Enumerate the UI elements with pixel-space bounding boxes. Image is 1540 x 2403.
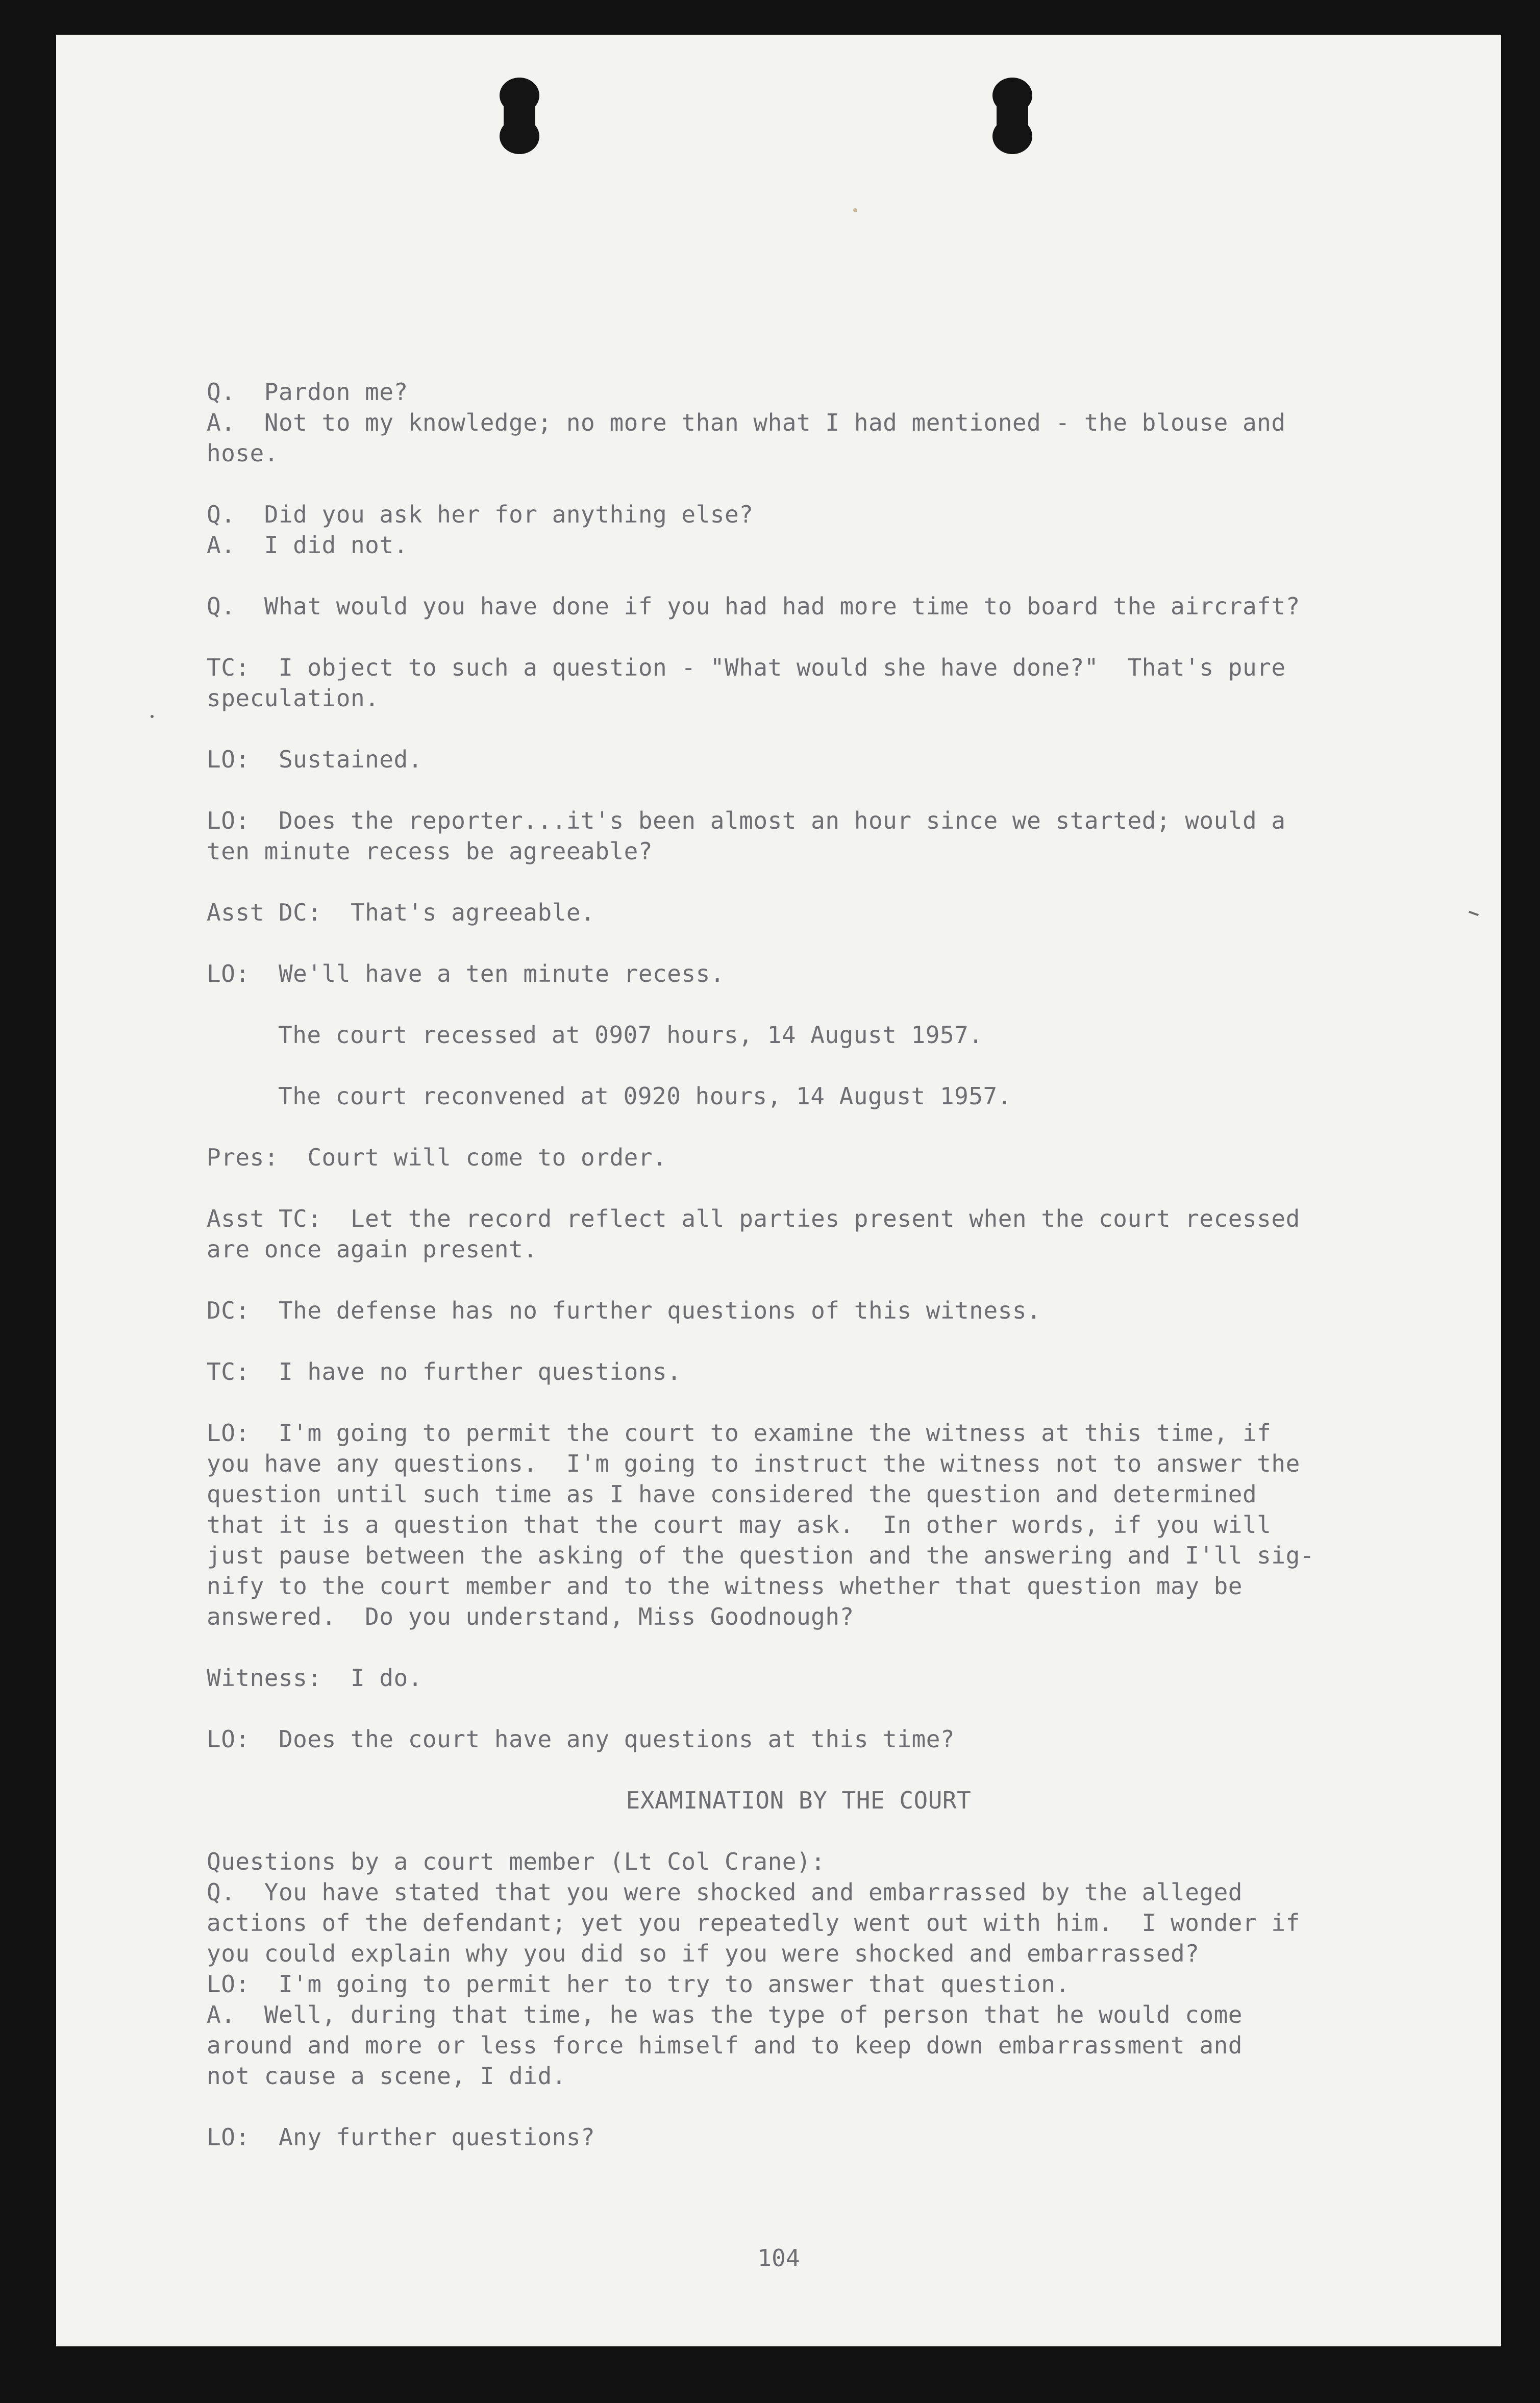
transcript-paragraph	[207, 591, 1411, 622]
transcript-line: you have any questions. I'm going to instruct the witness not to answer the	[207, 1450, 1300, 1477]
transcript-line: actions of the defendant; yet you repeatedly went out with him. I wonder if	[207, 1909, 1300, 1937]
transcript-line: The court recessed at 0907 hours, 14 August 1957.	[278, 1021, 983, 1049]
transcript-paragraph	[207, 1418, 1411, 1632]
transcript-line: Q. What would you have done if you had had more time to board the aircraft?	[207, 592, 1300, 620]
transcript-line: answered. Do you understand, Miss Goodnough?	[207, 1603, 854, 1630]
transcript-paragraph	[207, 652, 1411, 713]
transcript-line: A. Not to my knowledge; no more than what I had mentioned - the blouse and	[207, 409, 1286, 436]
transcript-body	[207, 377, 1411, 1754]
transcript-paragraph	[207, 377, 1411, 468]
transcript-paragraph	[207, 1356, 1411, 1387]
transcript-line: just pause between the asking of the question and the answering and I'll sig-	[207, 1542, 1314, 1569]
transcript-line: A. Well, during that time, he was the type of person that he would come	[207, 2001, 1243, 2028]
transcript-line: A. I did not.	[207, 531, 408, 559]
transcript-line: LO: I'm going to permit her to try to answer that question.	[207, 1970, 1070, 1998]
transcript-line: LO: Any further questions?	[207, 2123, 595, 2151]
transcript-line: Asst TC: Let the record reflect all parties present when the court recessed	[207, 1205, 1300, 1232]
punch-hole-right	[997, 78, 1028, 154]
transcript-paragraph	[207, 958, 1411, 989]
margin-mark	[151, 715, 154, 718]
transcript-line: Witness: I do.	[207, 1664, 423, 1692]
transcript-line: that it is a question that the court may ask. In other words, if you will	[207, 1511, 1272, 1539]
transcript-line: Q. Did you ask her for anything else?	[207, 501, 754, 528]
transcript-line: Q. You have stated that you were shocked and embarrassed by the alleged	[207, 1878, 1243, 1906]
transcript-line: LO: Does the court have any questions at this time?	[207, 1725, 955, 1753]
section-heading: EXAMINATION BY THE COURT	[626, 1787, 972, 1814]
transcript-paragraph	[207, 1846, 1411, 2091]
transcript-paragraph	[207, 1295, 1411, 1326]
transcript-line: are once again present.	[207, 1235, 538, 1263]
transcript-paragraph	[207, 1020, 1411, 1050]
transcript-paragraph	[207, 1142, 1411, 1173]
transcript-line: LO: We'll have a ten minute recess.	[207, 960, 725, 987]
transcript-paragraph	[207, 744, 1411, 775]
page-number: 104	[757, 2244, 800, 2272]
document-page	[56, 35, 1501, 2346]
transcript-line: you could explain why you did so if you were shocked and embarrassed?	[207, 1940, 1200, 1967]
transcript-line: Asst DC: That's agreeable.	[207, 899, 595, 926]
court-examination-body	[207, 1846, 1411, 2152]
margin-mark	[1469, 911, 1479, 916]
transcript-line: Questions by a court member (Lt Col Crane):	[207, 1848, 826, 1875]
transcript-paragraph	[207, 805, 1411, 866]
punch-hole-left	[504, 78, 535, 154]
typed-transcript	[207, 377, 1411, 2183]
transcript-line: question until such time as I have considered the question and determined	[207, 1480, 1257, 1508]
transcript-line: around and more or less force himself and to keep down embarrassment and	[207, 2032, 1243, 2059]
transcript-line: TC: I have no further questions.	[207, 1358, 682, 1385]
transcript-paragraph	[207, 1081, 1411, 1111]
transcript-line: ten minute recess be agreeable?	[207, 837, 653, 865]
transcript-paragraph	[207, 2122, 1411, 2152]
transcript-line: DC: The defense has no further questions of this witness.	[207, 1297, 1041, 1324]
transcript-paragraph	[207, 1203, 1411, 1265]
transcript-line: Q. Pardon me?	[207, 378, 408, 406]
transcript-line: speculation.	[207, 684, 380, 712]
transcript-line: LO: Does the reporter...it's been almost an hour since we started; would a	[207, 807, 1286, 834]
transcript-line: The court reconvened at 0920 hours, 14 August 1957.	[278, 1082, 1012, 1110]
transcript-line: not cause a scene, I did.	[207, 2062, 566, 2090]
transcript-line: Pres: Court will come to order.	[207, 1144, 667, 1171]
stain-mark	[853, 208, 857, 212]
transcript-line: hose.	[207, 439, 279, 467]
transcript-paragraph	[207, 897, 1411, 928]
transcript-paragraph	[207, 1663, 1411, 1693]
transcript-line: TC: I object to such a question - "What would she have done?" That's pure	[207, 654, 1286, 681]
transcript-line: LO: Sustained.	[207, 746, 423, 773]
transcript-line: LO: I'm going to permit the court to examine the witness at this time, if	[207, 1419, 1272, 1447]
transcript-paragraph	[207, 499, 1411, 560]
transcript-line: nify to the court member and to the witness whether that question may be	[207, 1572, 1243, 1600]
transcript-paragraph	[207, 1724, 1411, 1754]
